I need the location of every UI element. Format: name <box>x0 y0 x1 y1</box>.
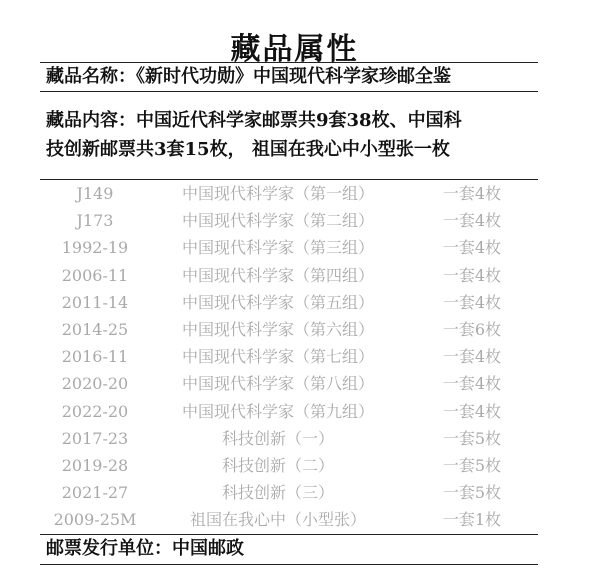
stamp-qty: 一套4枚 <box>442 374 502 394</box>
stamp-name: 中国现代科学家（第五组） <box>181 292 374 312</box>
stamp-code: 2020-20 <box>61 374 129 394</box>
stamp-name: 中国现代科学家（第九组） <box>181 401 374 421</box>
stamp-row <box>40 289 538 316</box>
stamp-qty: 一套4枚 <box>442 184 502 203</box>
stamp-row <box>40 479 538 506</box>
stamp-code: J173 <box>76 211 114 231</box>
stamp-code: 2021-27 <box>61 483 129 503</box>
stamp-name: 科技创新（一） <box>221 428 334 448</box>
stamp-row <box>40 398 538 425</box>
stamp-row <box>40 180 538 207</box>
stamp-qty: 一套4枚 <box>442 211 502 231</box>
stamp-row <box>40 343 538 370</box>
stamp-code: J149 <box>76 184 114 203</box>
collection-content <box>46 106 546 164</box>
publisher: 邮票发行单位：中国邮政 <box>40 534 538 565</box>
stamp-name: 科技创新（三） <box>221 483 334 503</box>
stamp-code: 2019-28 <box>61 455 129 475</box>
stamp-qty: 一套1枚 <box>442 510 502 530</box>
stamp-row <box>40 316 538 343</box>
stamp-qty: 一套4枚 <box>442 292 502 312</box>
stamp-code: 2022-20 <box>61 401 129 421</box>
stamp-qty: 一套6枚 <box>442 319 502 339</box>
stamp-qty: 一套4枚 <box>442 401 502 421</box>
stamp-code: 2006-11 <box>61 265 129 285</box>
stamp-row <box>40 452 538 479</box>
stamp-code: 2009-25M <box>53 510 137 530</box>
stamp-qty: 一套4枚 <box>442 347 502 367</box>
stamp-qty: 一套5枚 <box>442 483 502 503</box>
stamp-code: 2017-23 <box>61 428 129 448</box>
page-title: 藏品属性 <box>230 32 359 67</box>
stamp-row <box>40 207 538 234</box>
stamp-code: 2016-11 <box>61 347 129 367</box>
collection-content-line-1: 藏品内容：中国近代科学家邮票共9套38枚、中国科 <box>46 110 462 131</box>
stamp-name: 中国现代科学家（第四组） <box>181 265 374 285</box>
stamp-name: 中国现代科学家（第七组） <box>181 347 374 367</box>
stamp-name: 中国现代科学家（第六组） <box>181 319 374 339</box>
stamp-name: 中国现代科学家（第一组） <box>181 184 374 203</box>
stamp-qty: 一套4枚 <box>442 265 502 285</box>
stamp-row <box>40 262 538 289</box>
stamp-qty: 一套4枚 <box>442 238 502 258</box>
stamp-name: 科技创新（二） <box>221 455 334 475</box>
stamp-name: 祖国在我心中（小型张） <box>189 510 366 530</box>
stamp-name: 中国现代科学家（第八组） <box>181 374 374 394</box>
stamp-qty: 一套5枚 <box>442 428 502 448</box>
stamp-row <box>40 234 538 261</box>
stamp-qty: 一套5枚 <box>442 455 502 475</box>
collection-name: 藏品名称：《新时代功勋》中国现代科学家珍邮全鉴 <box>40 62 538 92</box>
stamp-row <box>40 370 538 397</box>
collection-content-line-2: 技创新邮票共3套15枚， 祖国在我心中小型张一枚 <box>46 139 450 160</box>
stamp-list <box>40 180 538 533</box>
stamp-name: 中国现代科学家（第三组） <box>181 238 374 258</box>
stamp-code: 1992-19 <box>61 238 129 258</box>
stamp-row <box>40 506 538 533</box>
stamp-code: 2014-25 <box>61 319 129 339</box>
stamp-row <box>40 425 538 452</box>
stamp-code: 2011-14 <box>61 292 129 312</box>
stamp-name: 中国现代科学家（第二组） <box>181 211 374 231</box>
